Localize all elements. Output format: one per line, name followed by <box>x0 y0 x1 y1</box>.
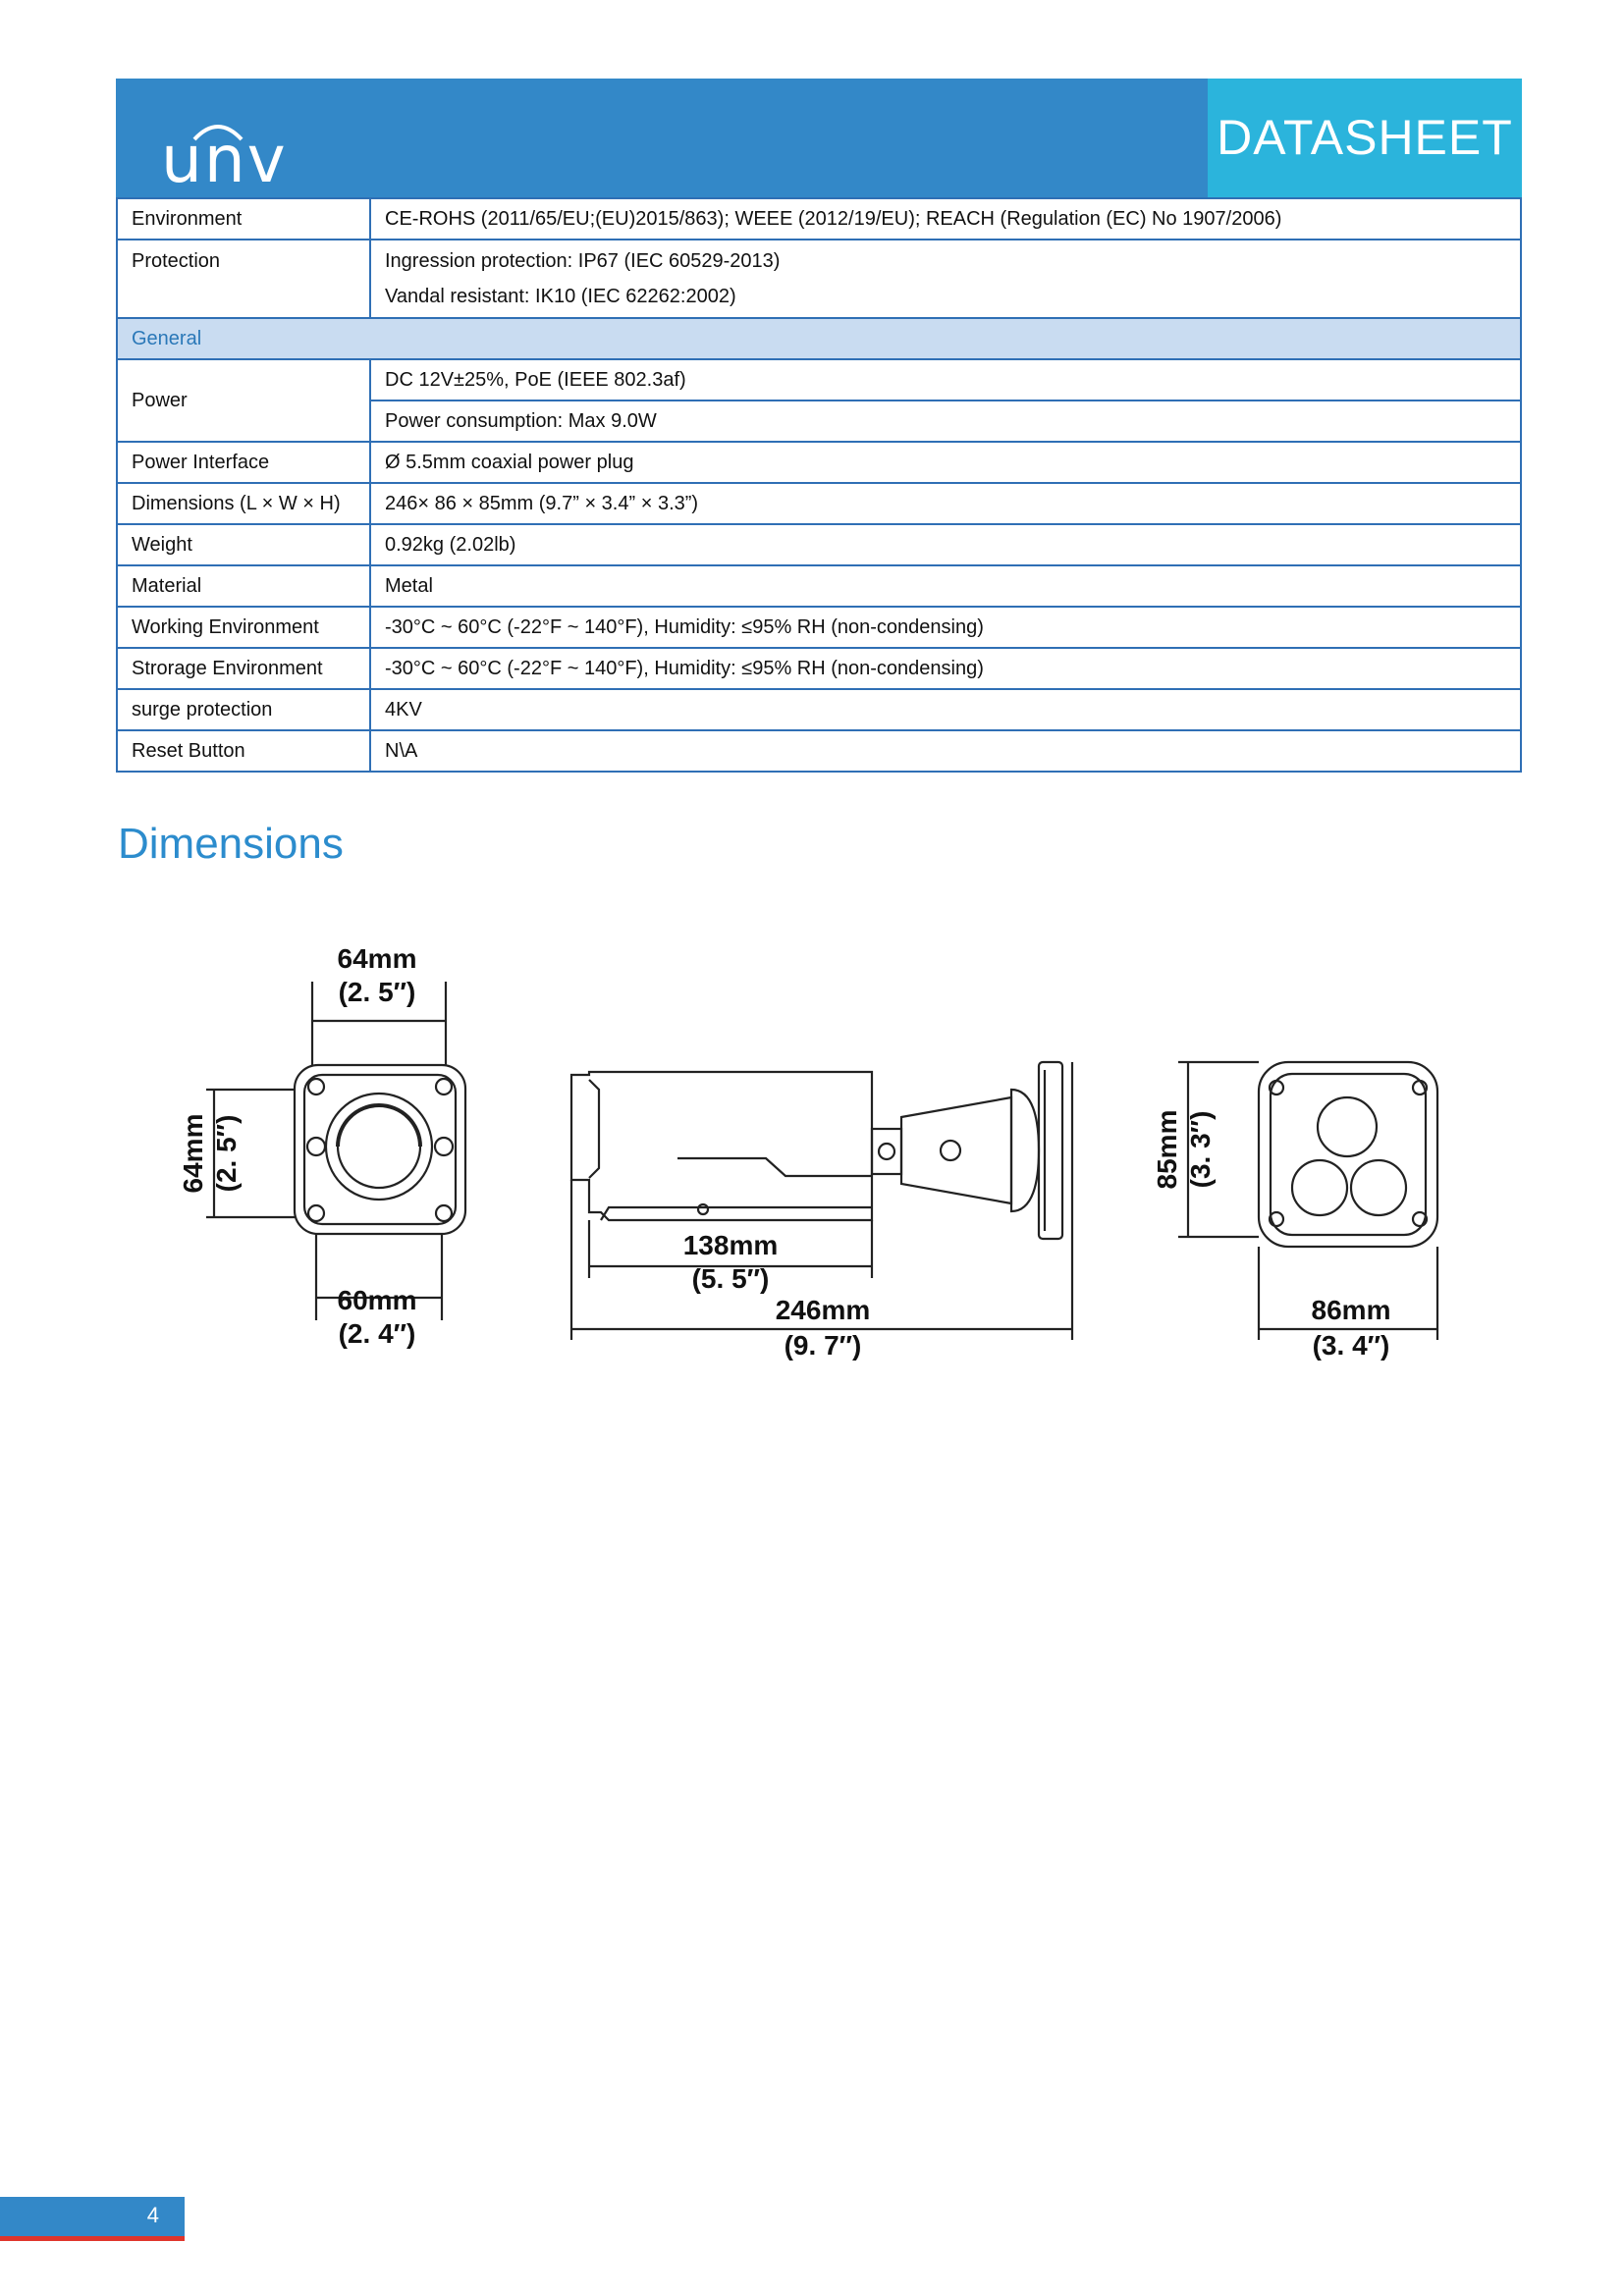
spec-value: Metal <box>370 565 1521 607</box>
spec-value: -30°C ~ 60°C (-22°F ~ 140°F), Humidity: ≤95% RH (non-condensing) <box>370 607 1521 648</box>
table-row <box>117 359 1521 400</box>
spec-label: Strorage Environment <box>117 648 370 689</box>
table-row <box>117 607 1521 648</box>
spec-label: surge protection <box>117 689 370 730</box>
front-width-mm: 86mm <box>1311 1295 1391 1325</box>
table-row <box>117 730 1521 772</box>
front-height-in: (3. 3″) <box>1185 1110 1216 1189</box>
mount-base-mm: 60mm <box>337 1285 417 1315</box>
table-row <box>117 442 1521 483</box>
body-length-mm: 138mm <box>682 1230 779 1260</box>
dimensions-title: Dimensions <box>118 820 344 868</box>
front-height-mm: 85mm <box>1152 1109 1182 1190</box>
spec-value: -30°C ~ 60°C (-22°F ~ 140°F), Humidity: ≤95% RH (non-condensing) <box>370 648 1521 689</box>
table-row <box>117 689 1521 730</box>
mount-view-drawing <box>206 982 465 1320</box>
spec-label: Working Environment <box>117 607 370 648</box>
table-row <box>117 483 1521 524</box>
spec-value: 0.92kg (2.02lb) <box>370 524 1521 565</box>
spec-value: 4KV <box>370 689 1521 730</box>
spec-label: Power Interface <box>117 442 370 483</box>
spec-value: CE-ROHS (2011/65/EU;(EU)2015/863); WEEE (2012/19/EU); REACH (Regulation (EC) No 1907/2006) <box>370 198 1521 240</box>
spec-label: Reset Button <box>117 730 370 772</box>
logo-text: unv <box>161 122 288 197</box>
uniview-logo <box>137 96 295 197</box>
spec-label: Power <box>117 359 370 442</box>
spec-label: Dimensions (L × W × H) <box>117 483 370 524</box>
spec-label: Protection <box>117 240 370 318</box>
spec-label: Environment <box>117 198 370 240</box>
spec-table <box>116 197 1522 773</box>
mount-height-mm: 64mm <box>178 1113 208 1194</box>
mount-height-in: (2. 5″) <box>211 1114 242 1193</box>
table-row <box>117 524 1521 565</box>
dimension-drawings <box>0 923 1624 1394</box>
total-length-mm: 246mm <box>775 1295 871 1325</box>
page-number: 4 <box>146 2203 159 2227</box>
table-row <box>117 565 1521 607</box>
mount-base-in: (2. 4″) <box>338 1318 416 1349</box>
section-row-general <box>117 318 1521 359</box>
spec-value-line: Ingression protection: IP67 (IEC 60529-2013) <box>385 250 781 272</box>
datasheet-badge: DATASHEET <box>1208 79 1522 197</box>
table-row <box>117 240 1521 318</box>
spec-value: 246× 86 × 85mm (9.7” × 3.4” × 3.3”) <box>370 483 1521 524</box>
section-title: General <box>117 318 1521 359</box>
spec-value: Power consumption: Max 9.0W <box>370 400 1521 442</box>
header-banner <box>116 79 1522 197</box>
spec-value <box>370 240 1521 318</box>
front-width-in: (3. 4″) <box>1312 1330 1390 1361</box>
spec-value: DC 12V±25%, PoE (IEEE 802.3af) <box>370 359 1521 400</box>
spec-label: Weight <box>117 524 370 565</box>
page-number-bar <box>0 2197 185 2241</box>
front-view-drawing <box>1178 1062 1437 1340</box>
spec-value: N\A <box>370 730 1521 772</box>
body-length-in: (5. 5″) <box>691 1263 770 1294</box>
table-row <box>117 648 1521 689</box>
mount-width-mm: 64mm <box>337 943 417 974</box>
table-row <box>117 198 1521 240</box>
spec-value-line: Vandal resistant: IK10 (IEC 62262:2002) <box>385 286 736 307</box>
spec-value: Ø 5.5mm coaxial power plug <box>370 442 1521 483</box>
mount-width-in: (2. 5″) <box>338 977 416 1007</box>
total-length-in: (9. 7″) <box>784 1330 862 1361</box>
spec-label: Material <box>117 565 370 607</box>
